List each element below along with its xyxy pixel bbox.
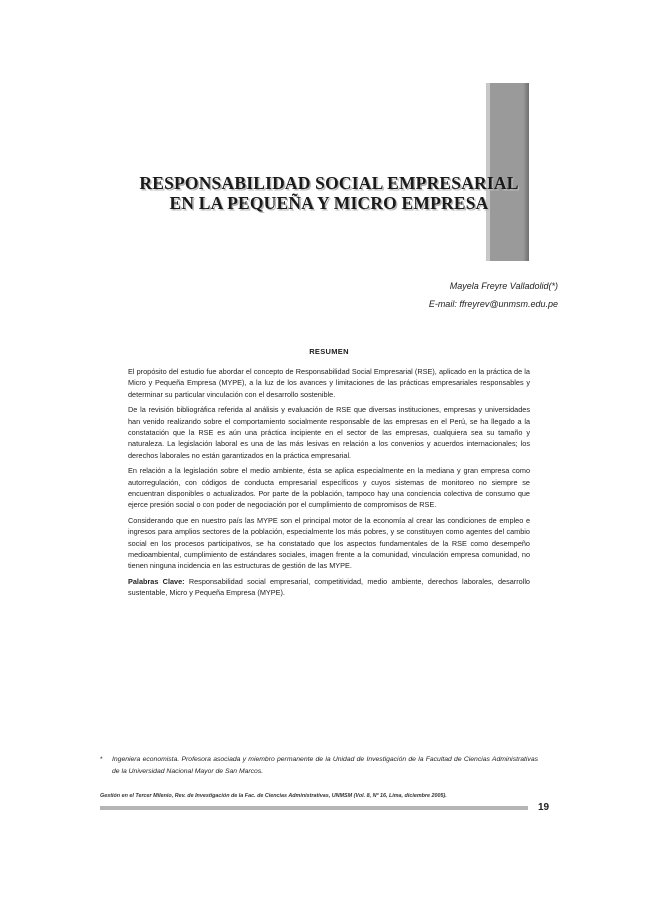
footnote	[100, 754, 538, 778]
abstract-body	[128, 366, 530, 603]
abstract-paragraph: El propósito del estudio fue abordar el concepto de Responsabilidad Social Empresarial (RSE), aplicado en la práctica de la Micro y Pequeña Empresa (MYPE), a la luz de los avances y limitaciones de las prácticas empresariales responsables y determinar su particular vinculación con el desarrollo sostenible.	[128, 367, 530, 399]
page-number: 19	[538, 802, 550, 813]
resumen-heading: RESUMEN	[309, 347, 349, 356]
footer-rule	[100, 806, 528, 810]
keywords-paragraph	[128, 576, 530, 599]
decorative-grey-tab	[490, 83, 529, 261]
title-line-1: RESPONSABILIDAD SOCIAL EMPRESARIAL	[139, 173, 519, 193]
author-email: E-mail: ffreyrev@unmsm.edu.pe	[428, 299, 558, 309]
keywords-label: Palabras Clave:	[128, 577, 185, 587]
author-name: Mayela Freyre Valladolid(*)	[449, 281, 558, 291]
title-line-2: EN LA PEQUEÑA Y MICRO EMPRESA	[169, 193, 489, 213]
article-title	[100, 173, 558, 213]
abstract-paragraph: De la revisión bibliográfica referida al análisis y evaluación de RSE que diversas instituciones, empresas y universidades han venido realizando sobre el comportamiento socialmente responsable de las empresas en el Perú, se ha llegado a la constatación que la RSE es aún una práctica incipiente en el sector de las empresas, cualquiera sea su tamaño y naturaleza. La legislación laboral es una de las más lesivas en relación a los convenios y acuerdos internacionales; los derechos laborales no están garantizados en la práctica empresarial.	[128, 405, 530, 460]
abstract-paragraph: Considerando que en nuestro país las MYPE son el principal motor de la economía al crear las condiciones de empleo e ingresos para amplios sectores de la población, especialmente los más pobres, y se constituyen como agentes del cambio social en los procesos participativos, se ha constatado que los aspectos fundamentales de la RSE como desempeño medioambiental, cumplimiento de estándares sociales, imagen frente a la comunidad, vinculación empresa comunidad, no tienen ninguna incidencia en las estructuras de gestión de las MYPE.	[128, 516, 530, 571]
footnote-text: Ingeniera economista. Profesora asociada y miembro permanente de la Unidad de Investigación de la Facultad de Ciencias Administrativas de la Universidad Nacional Mayor de San Marcos.	[112, 756, 538, 775]
journal-citation: Gestión en el Tercer Milenio, Rev. de Investigación de la Fac. de Ciencias Administrativas, UNMSM (Vol. 8, Nº 16, Lima, diciembre 2005).	[100, 793, 447, 799]
footnote-marker: *	[100, 756, 103, 763]
author-block	[429, 277, 558, 313]
abstract-paragraph: En relación a la legislación sobre el medio ambiente, ésta se aplica especialmente en la mediana y gran empresa como autorregulación, con códigos de conducta empresarial específicos y cuyos sistemas de monitoreo no siempre se encuentran disponibles o actualizados. Por parte de la población, tampoco hay una conciencia colectiva de consumo que ejerce presión social o con poder de negociación por el cumplimiento de compromisos de RSE.	[128, 466, 530, 510]
keywords-text: Responsabilidad social empresarial, competitividad, medio ambiente, derechos laborales, desarrollo sustentable, Micro y Pequeña Empresa (MYPE).	[128, 577, 530, 598]
header-area	[0, 0, 658, 309]
